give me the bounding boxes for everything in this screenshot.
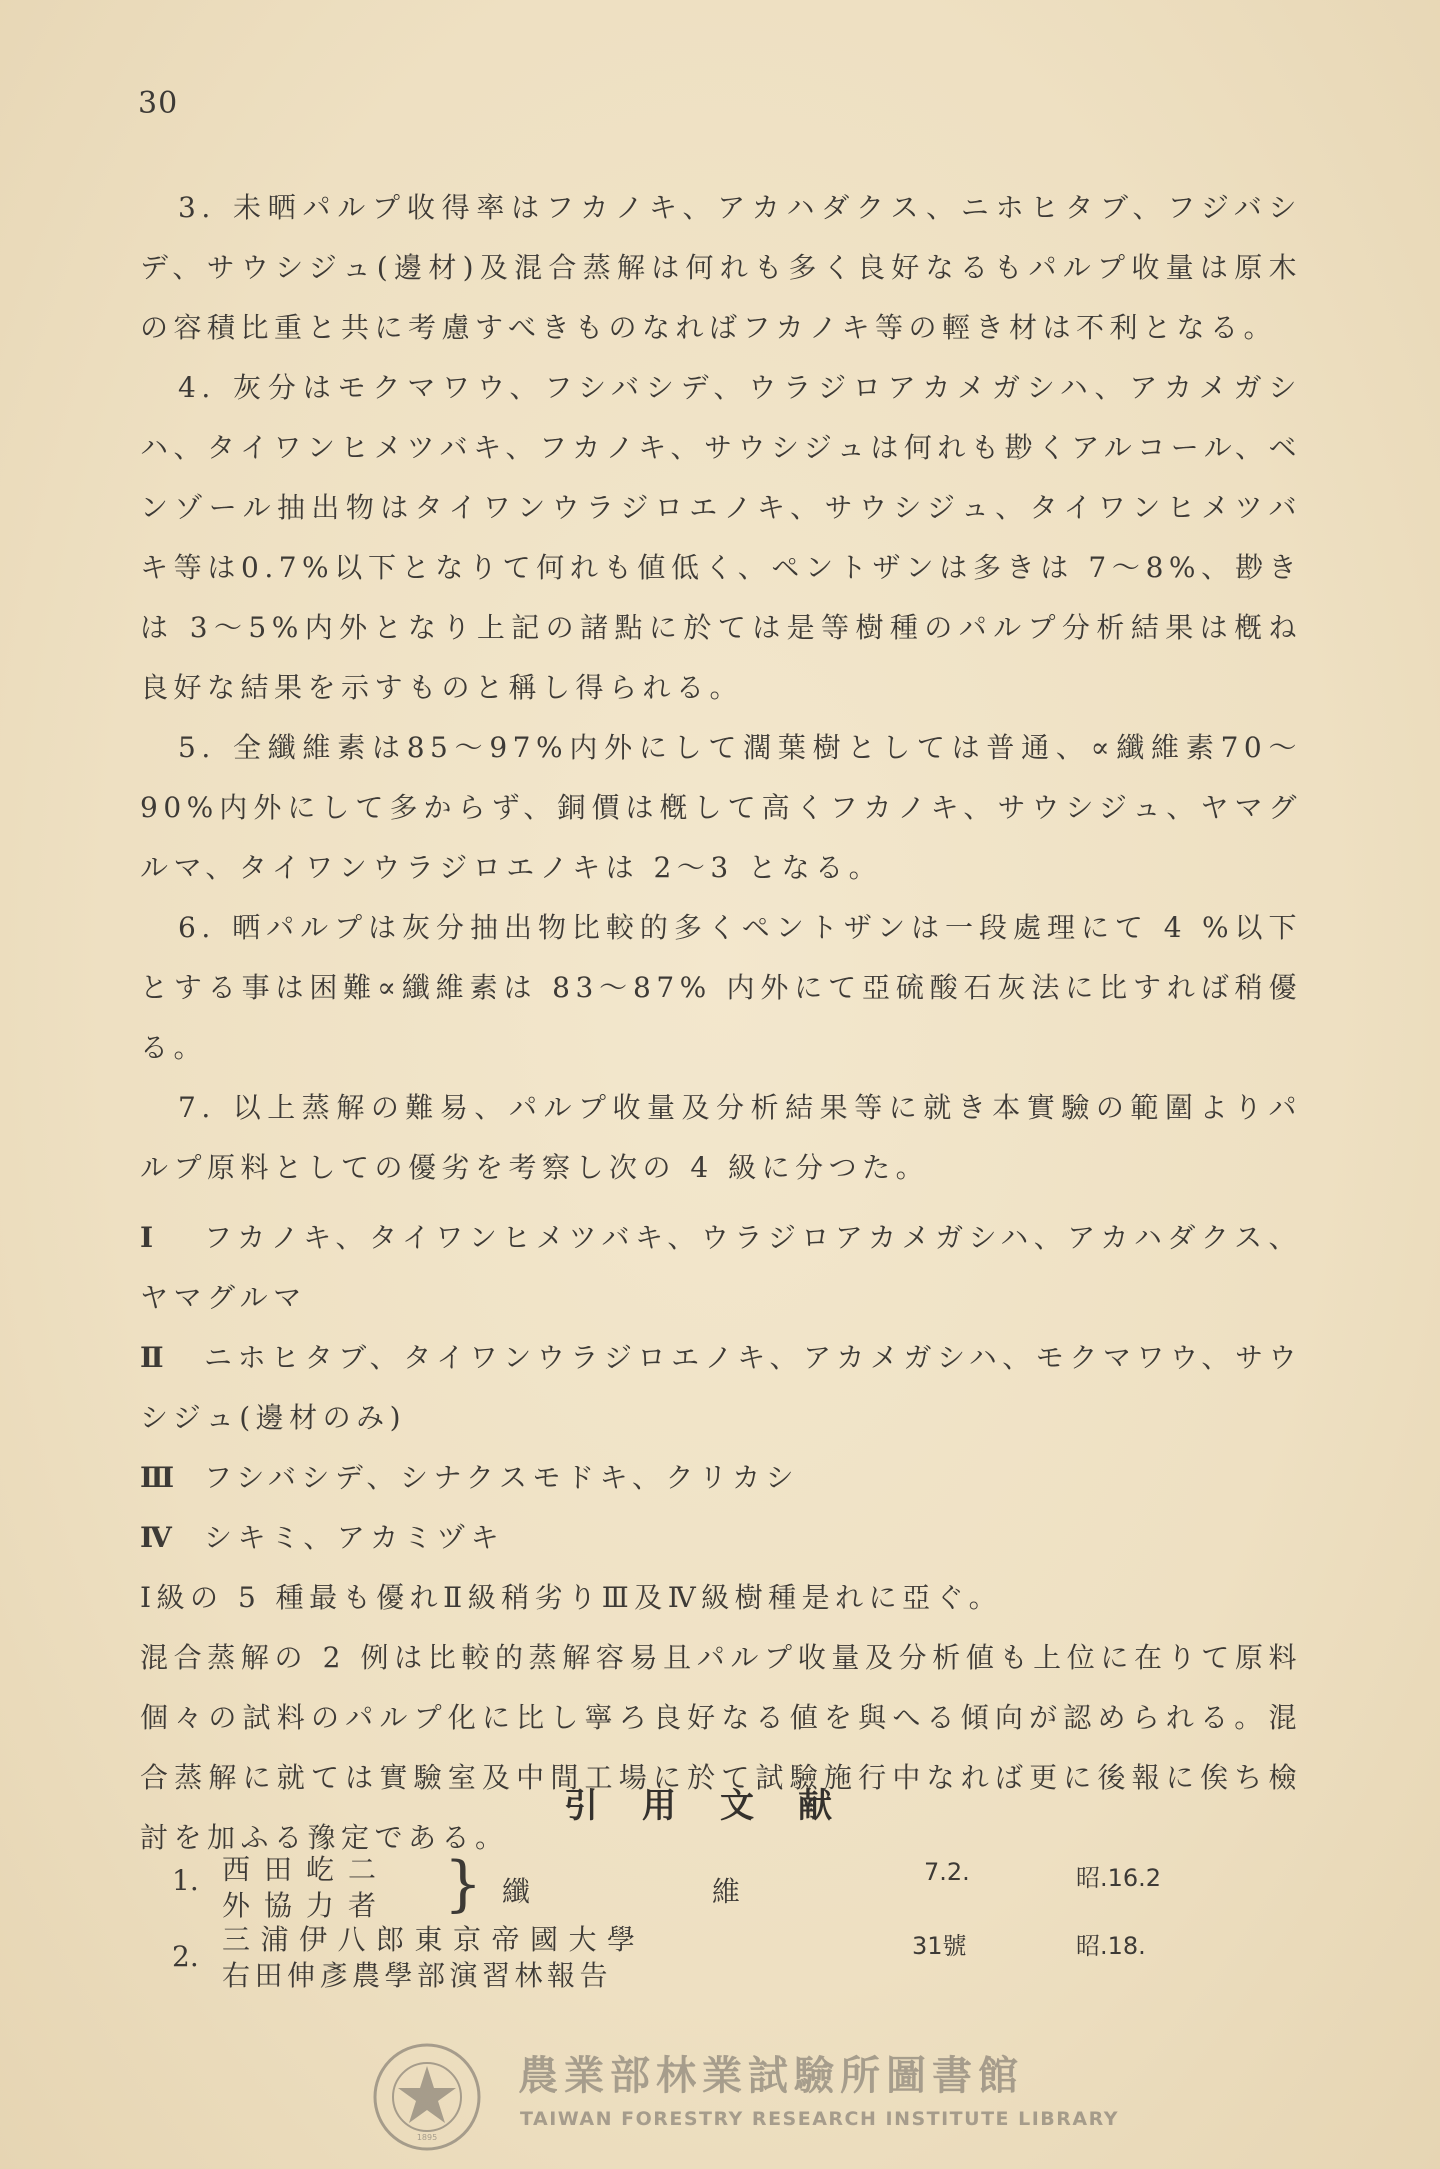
paragraph-text: 全纖維素は85～97%内外にして濶葉樹としては普通、∝纖維素70～90%内外にして多からず、銅價は槪して高くフカノキ、サウシジュ、ヤマグルマ、タイワンウラジロエノキは 2～3 となる。 <box>140 731 1302 884</box>
reference-date: 昭.16.2 <box>1076 1864 1162 1892</box>
seal-year: 1895 <box>416 2133 438 2142</box>
paragraph-number: 5. <box>178 731 216 764</box>
reference-volume: 7.2. <box>924 1858 970 1886</box>
grade-species: フカノキ、タイワンヒメツバキ、ウラジロアカメガシハ、アカハダクス、ヤマグルマ <box>140 1221 1302 1314</box>
reference-brace: } <box>444 1849 483 1919</box>
paragraph-6 <box>140 898 1302 1078</box>
reference-journal: 纖 維 <box>502 1875 743 1908</box>
paragraph-text: 以上蒸解の難易、パルプ收量及分析結果等に就き本實驗の範圍よりパルプ原料としての優劣を考察し次の 4 級に分つた。 <box>140 1091 1302 1184</box>
paragraph-7 <box>140 1078 1302 1198</box>
paragraph-number: 6. <box>178 911 216 944</box>
paragraph-number: 4. <box>178 371 216 404</box>
reference-author-line: 外協力者 <box>222 1889 391 1922</box>
reference-authors <box>222 1922 842 1994</box>
page-number: 30 <box>138 86 179 121</box>
library-name-en: TAIWAN FORESTRY RESEARCH INSTITUTE LIBRARY <box>520 2108 1119 2130</box>
reference-volume: 31號 <box>912 1932 967 1960</box>
grade-item <box>140 1508 1302 1568</box>
references-title: 引用文献 <box>564 1786 876 1826</box>
reference-author-line: 三浦伊八郎東京帝國大學 <box>222 1923 646 1956</box>
body-text <box>140 178 1302 1868</box>
paragraph-text: 晒パルプは灰分抽出物比較的多くペントザンは一段處理にて 4 %以下とする事は困難∝纖維素は 83～87% 内外にて亞硫酸石灰法に比すれば稍優る。 <box>140 911 1302 1064</box>
grade-item <box>140 1208 1302 1328</box>
grade-item <box>140 1328 1302 1448</box>
grade-item <box>140 1448 1302 1508</box>
library-name: 農業部林業試驗所圖書館 <box>518 2053 1024 2099</box>
reference-number: 2. <box>172 1940 199 1973</box>
paragraph-3 <box>140 178 1302 358</box>
reference-author-line: 右田伸彥農學部演習林報告 <box>222 1959 613 1992</box>
paragraph-text: 未晒パルプ收得率はフカノキ、アカハダクス、ニホヒタブ、フジバシデ、サウシジュ(邊材)及混合蒸解は何れも多く良好なるもパルプ收量は原木の容積比重と共に考慮すべきものなればフカノキ等の輕き材は不利となる。 <box>140 191 1302 344</box>
grade-species: シキミ、アカミヅキ <box>204 1521 505 1554</box>
paragraph-number: 7. <box>178 1091 216 1124</box>
grade-species: フシバシデ、シナクスモドキ、クリカシ <box>204 1461 800 1494</box>
grade-label: Ⅱ <box>140 1341 170 1374</box>
paragraph-number: 3. <box>178 191 216 224</box>
library-watermark <box>372 2042 1132 2152</box>
paragraph-text: 灰分はモクマワウ、フシバシデ、ウラジロアカメガシハ、アカメガシハ、タイワンヒメツバキ、フカノキ、サウシジュは何れも尠くアルコール、ベンゾール抽出物はタイワンウラジロエノキ、サウシジュ、タイワンヒメツバキ等は0.7%以下となりて何れも値低く、ペントザンは多きは 7～8%、尠きは 3～5%内外となり上記の諸點に於ては是等樹種のパルプ分析結果は槪ね良好な結果を示すものと稱し得られる。 <box>140 371 1302 704</box>
paragraph-5 <box>140 718 1302 898</box>
grade-label: Ⅲ <box>140 1461 180 1494</box>
summary-grades: Ⅰ級の 5 種最も優れⅡ級稍劣りⅢ及Ⅳ級樹種是れに亞ぐ。 <box>140 1581 1003 1614</box>
library-seal-icon <box>372 2042 482 2152</box>
reference-author-line: 西田屹二 <box>222 1853 391 1886</box>
reference-date: 昭.18. <box>1076 1932 1146 1960</box>
paragraph-4 <box>140 358 1302 718</box>
grade-species: ニホヒタブ、タイワンウラジロエノキ、アカメガシハ、モクマワウ、サウシジュ(邊材のみ) <box>140 1341 1302 1434</box>
summary-mixed-cooking: 混合蒸解の 2 例は比較的蒸解容易且パルプ收量及分析値も上位に在りて原料個々の試料のパルプ化に比し寧ろ良好なる値を與へる傾向が認められる。混合蒸解に就ては實驗室及中間工場に於て試驗施行中なれば更に後報に俟ち檢討を加ふる豫定である。 <box>140 1641 1302 1854</box>
grade-label: Ⅰ <box>140 1221 159 1254</box>
grade-list <box>140 1208 1302 1568</box>
reference-number: 1. <box>172 1864 199 1897</box>
grade-label: Ⅳ <box>140 1521 178 1554</box>
